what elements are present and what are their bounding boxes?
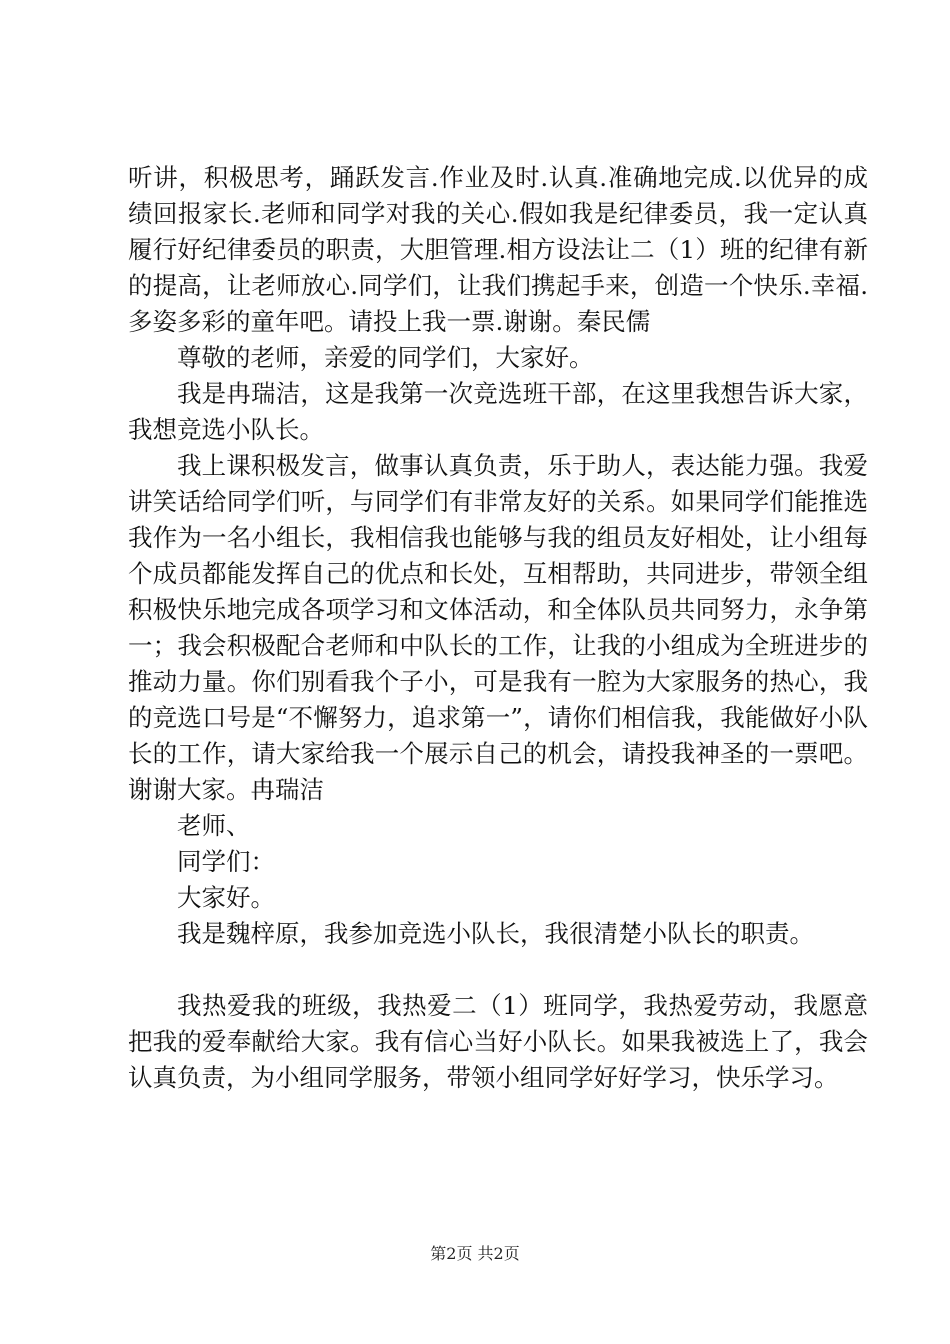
paragraph-3: 我是冉瑞洁，这是我第一次竞选班干部，在这里我想告诉大家，我想竞选小队长。 [128, 379, 868, 444]
paragraph-4: 我上课积极发言，做事认真负责，乐于助人，表达能力强。我爱讲笑话给同学们听，与同学们有非常友好的关系。如果同学们能推选我作为一名小组长，我相信我也能够与我的组员友好相处，让小组每个成员都能发挥自己的优点和长处，互相帮助，共同进步，带领全组积极快乐地完成各项学习和文体活动，和全体队员共同努力，永争第一；我会积极配合老师和中队长的工作，让我的小组成为全班进步的推动力量。你们别看我个子小，可是我有一腔为大家服务的热心，我的竞选口号是“不懈努力，追求第一”，请你们相信我，我能做好小队长的工作，请大家给我一个展示自己的机会，请投我神圣的一票吧。谢谢大家。冉瑞洁 [128, 451, 868, 804]
paragraph-2: 尊敬的老师，亲爱的同学们，大家好。 [177, 343, 594, 372]
paragraph-7: 大家好。 [177, 883, 275, 912]
document-body [128, 160, 868, 1096]
paragraph-9: 我热爱我的班级，我热爱二（1）班同学，我热爱劳动，我愿意把我的爱奉献给大家。我有信心当好小队长。如果我被选上了，我会认真负责，为小组同学服务，带领小组同学好好学习，快乐学习。 [128, 991, 868, 1092]
page-footer: 第2页 共2页 [430, 1244, 520, 1263]
paragraph-6: 同学们： [177, 847, 275, 876]
paragraph-1: 听讲，积极思考，踊跃发言.作业及时.认真.准确地完成.以优异的成绩回报家长.老师和同学对我的关心.假如我是纪律委员，我一定认真履行好纪律委员的职责，大胆管理.相方设法让二（1）班的纪律有新的提高，让老师放心.同学们，让我们携起手来，创造一个快乐.幸福.多姿多彩的童年吧。请投上我一票.谢谢。秦民儒 [128, 163, 868, 336]
paragraph-8: 我是魏梓原，我参加竞选小队长，我很清楚小队长的职责。 [177, 919, 814, 948]
paragraph-5: 老师、 [177, 811, 251, 840]
paragraph-spacer [128, 952, 868, 988]
